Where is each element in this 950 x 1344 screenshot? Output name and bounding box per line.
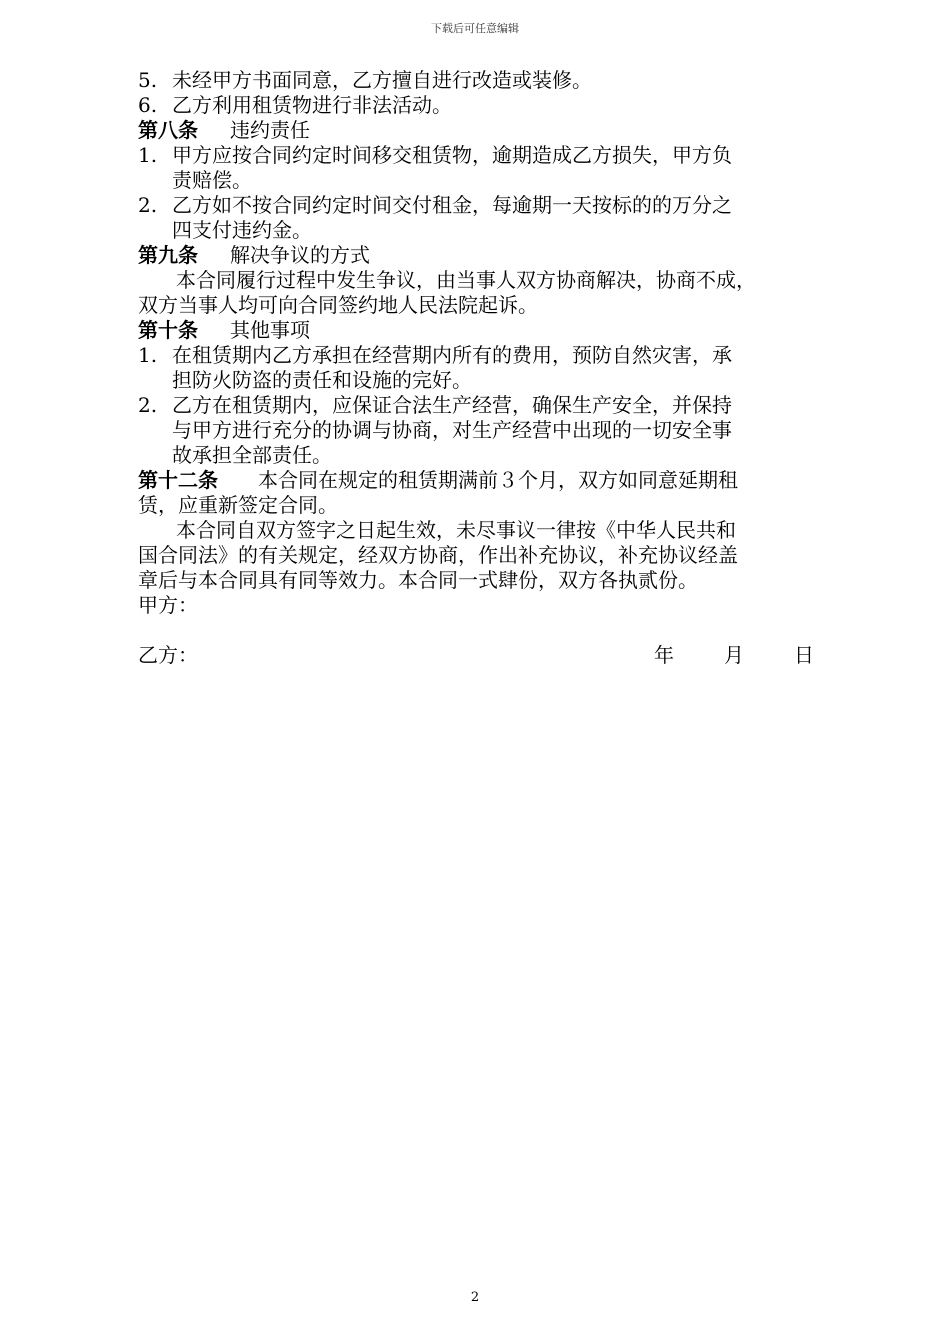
date-fields	[654, 643, 814, 668]
list-item	[138, 343, 873, 393]
article-number: 第九条	[138, 243, 198, 267]
item-text-line: 担防火防盗的责任和设施的完好。	[172, 368, 472, 392]
item-text-line: 乙方如不按合同约定时间交付租金，每逾期一天按标的的万分之	[172, 193, 732, 217]
item-number: 5.	[138, 68, 158, 92]
party-a-signature: 甲方：	[138, 593, 198, 617]
item-number: 1.	[138, 143, 158, 167]
item-text-line: 在租赁期内乙方承担在经营期内所有的费用，预防自然灾害，承	[172, 343, 732, 367]
article-number: 第八条	[138, 118, 198, 142]
item-text-line: 甲方应按合同约定时间移交租赁物，逾期造成乙方损失，甲方负	[172, 143, 732, 167]
list-item	[138, 93, 873, 118]
article-title: 违约责任	[230, 118, 310, 142]
article-heading	[138, 243, 873, 268]
day-label: 日	[794, 643, 814, 667]
party-b-signature: 乙方：	[138, 643, 198, 667]
article-title: 其他事项	[230, 318, 310, 342]
month-label: 月	[724, 643, 744, 667]
item-text: 未经甲方书面同意，乙方擅自进行改造或装修。	[172, 68, 592, 92]
article-text: 本合同在规定的租赁期满前３个月，双方如同意延期租	[258, 468, 738, 492]
paragraph-line: 本合同履行过程中发生争议，由当事人双方协商解决，协商不成，	[176, 268, 756, 292]
item-number: 2.	[138, 193, 158, 217]
page-header: 下载后可任意编辑	[431, 22, 519, 35]
year-label: 年	[654, 643, 674, 667]
item-text: 乙方利用租赁物进行非法活动。	[172, 93, 452, 117]
article-heading	[138, 468, 873, 493]
item-number: 6.	[138, 93, 158, 117]
article-heading	[138, 318, 873, 343]
paragraph-line: 本合同自双方签字之日起生效，未尽事议一律按《中华人民共和	[176, 518, 736, 542]
contract-body	[138, 68, 873, 668]
item-text-line: 故承担全部责任。	[172, 443, 332, 467]
item-number: 1.	[138, 343, 158, 367]
item-text-line: 与甲方进行充分的协调与协商，对生产经营中出现的一切安全事	[172, 418, 732, 442]
list-item	[138, 68, 873, 93]
paragraph-line: 赁，应重新签定合同。	[138, 493, 338, 517]
paragraph-line: 双方当事人均可向合同签约地人民法院起诉。	[138, 293, 538, 317]
article-heading	[138, 118, 873, 143]
item-text-line: 乙方在租赁期内，应保证合法生产经营，确保生产安全，并保持	[172, 393, 732, 417]
list-item	[138, 193, 873, 243]
page-number: 2	[470, 1290, 480, 1305]
list-item	[138, 393, 873, 468]
list-item	[138, 143, 873, 193]
paragraph-line: 国合同法》的有关规定，经双方协商，作出补充协议，补充协议经盖	[138, 543, 738, 567]
article-number: 第十条	[138, 318, 198, 342]
item-text-line: 四支付违约金。	[172, 218, 312, 242]
article-title: 解决争议的方式	[230, 243, 370, 267]
signature-row	[138, 643, 873, 668]
article-number: 第十二条	[138, 468, 218, 492]
item-number: 2.	[138, 393, 158, 417]
paragraph-line: 章后与本合同具有同等效力。本合同一式肆份，双方各执贰份。	[138, 568, 698, 592]
item-text-line: 责赔偿。	[172, 168, 252, 192]
